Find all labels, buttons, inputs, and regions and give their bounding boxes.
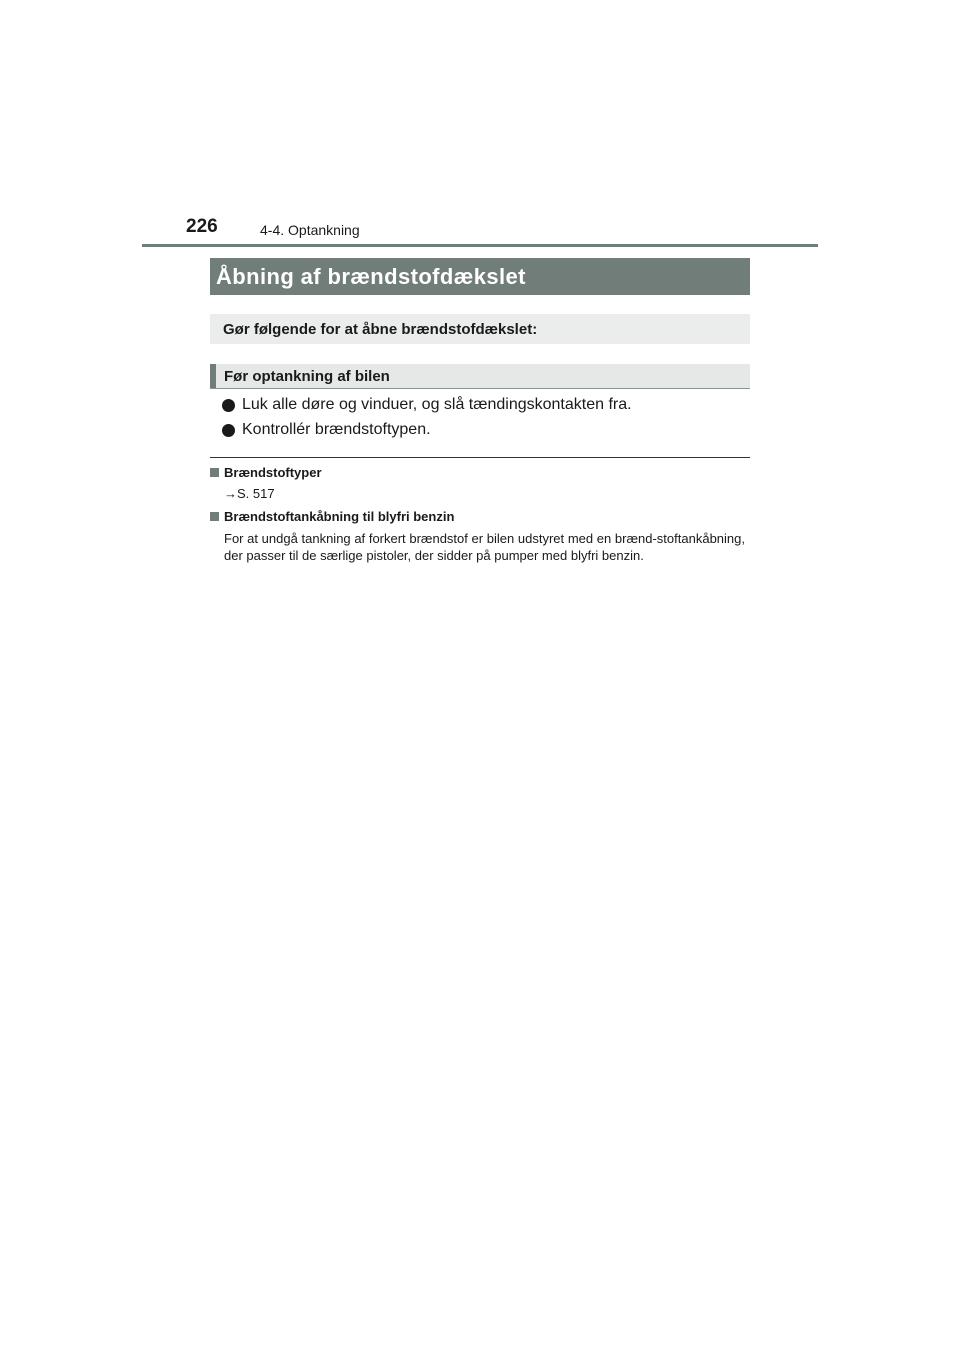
square-bullet-icon [210,512,219,521]
section-title-bar [210,258,750,295]
chapter-label: 4-4. Optankning [260,222,360,238]
bullet-text: Luk alle døre og vinduer, og slå tændingskontakten fra. [242,396,632,413]
header-divider [142,244,818,247]
note-body: For at undgå tankning af forkert brændstof er bilen udstyret med en brænd-stoftankåbning, der passer til de særlige pistoler, der sidder på pumper med blyfri benzin. [224,531,745,563]
note-heading [210,509,454,524]
subsection-title: Før optankning af bilen [224,367,390,385]
subsection-bar [210,364,750,389]
intro-text: Gør følgende for at åbne brændstofdækslet: [223,320,538,338]
bullet-item [222,396,632,414]
bullet-dot-icon [222,424,235,437]
intro-box [210,314,750,344]
bullet-item [222,421,431,439]
page-number: 226 [186,216,218,237]
section-divider [210,457,750,458]
note-heading-text: Brændstoftyper [224,465,322,480]
page-reference: →S. 517 [224,486,275,501]
square-bullet-icon [210,468,219,477]
subsection-accent [210,364,216,388]
note-heading-text: Brændstoftankåbning til blyfri benzin [224,509,455,524]
bullet-text: Kontrollér brændstoftypen. [242,421,431,438]
note-heading [210,465,322,480]
bullet-dot-icon [222,399,235,412]
section-title: Åbning af brændstofdækslet [216,263,526,289]
